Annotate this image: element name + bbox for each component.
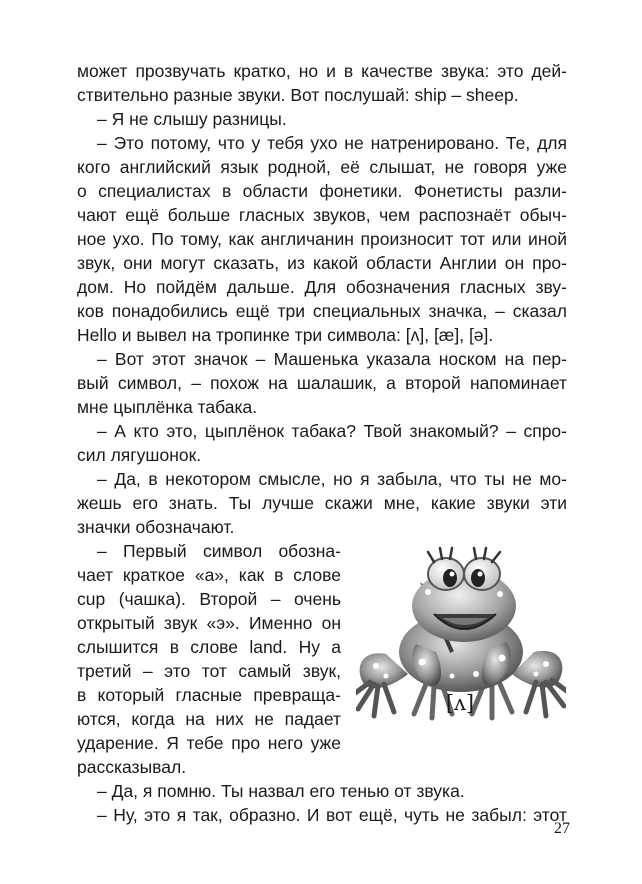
text-line: – Вот этот значок – Машенька указала носком на пер-	[97, 349, 567, 369]
text-line: – Да, в некотором смысле, но я забыла, что ты не мо-	[97, 469, 567, 489]
text-line: чает краткое «а», как в слове	[77, 565, 341, 585]
text-line: жешь его знать. Ты лучше скажи мне, какие звуки эти	[77, 493, 567, 513]
text-line: слышится в слове land. Ну а	[77, 637, 341, 657]
text-line: ударение. Я тебе про него уже	[77, 733, 341, 753]
text-line: – Это потому, что у тебя ухо не натренировано. Те, для	[97, 133, 567, 153]
text-line: ствительно разные звуки. Вот послушай: ship – sheep.	[77, 85, 519, 105]
text-line: вый символ, – похож на шалашик, а второй напоминает	[77, 373, 567, 393]
text-line: может прозвучать кратко, но и в качестве звука: это дей-	[77, 61, 567, 81]
text-line: мне цыплёнка табака.	[77, 397, 258, 417]
text-line: ное ухо. По тому, как англичанин произносит тот или иной	[77, 229, 567, 249]
text-line: cup (чашка). Второй – очень	[77, 589, 341, 609]
text-line: сил лягушонок.	[77, 445, 202, 465]
page-number: 27	[554, 820, 570, 837]
text-line: – Первый символ обозна-	[97, 541, 341, 561]
text-line: – Ну, это я так, образно. И вот ещё, чуть не забыл: этот	[97, 805, 567, 825]
text-line: – Я не слышу разницы.	[97, 109, 287, 129]
text-line: рассказывал.	[77, 757, 187, 777]
phonetic-caption: [ʌ]	[445, 691, 475, 715]
text-line: – Да, я помню. Ты назвал его тенью от звука.	[97, 781, 465, 801]
text-line: – А кто это, цыплёнок табака? Твой знакомый? – спро-	[97, 421, 567, 441]
text-line: в который гласные превраща-	[77, 685, 341, 705]
text-line: ков понадобились ещё три специальных значка, – сказал	[77, 301, 567, 321]
text-line: значки обозначают.	[77, 517, 235, 537]
text-line: чают ещё больше гласных звуков, чем распознаёт обыч-	[77, 205, 567, 225]
text-line: третий – это тот самый звук,	[77, 661, 341, 681]
text-line: ются, когда на них не падает	[77, 709, 341, 729]
text-line: дом. Но пойдём дальше. Для обозначения гласных зву-	[77, 277, 567, 297]
text-line: звук, они могут сказать, из какой области Англии он про-	[77, 253, 567, 273]
text-line: кого английский язык родной, её слышат, не говоря уже	[77, 157, 567, 177]
text-line: о специалистах в области фонетики. Фонетисты разли-	[77, 181, 567, 201]
text-line: Hello и вывел на тропинке три символа: [ʌ], [æ], [ə].	[77, 325, 494, 345]
text-line: открытый звук «э». Именно он	[77, 613, 341, 633]
